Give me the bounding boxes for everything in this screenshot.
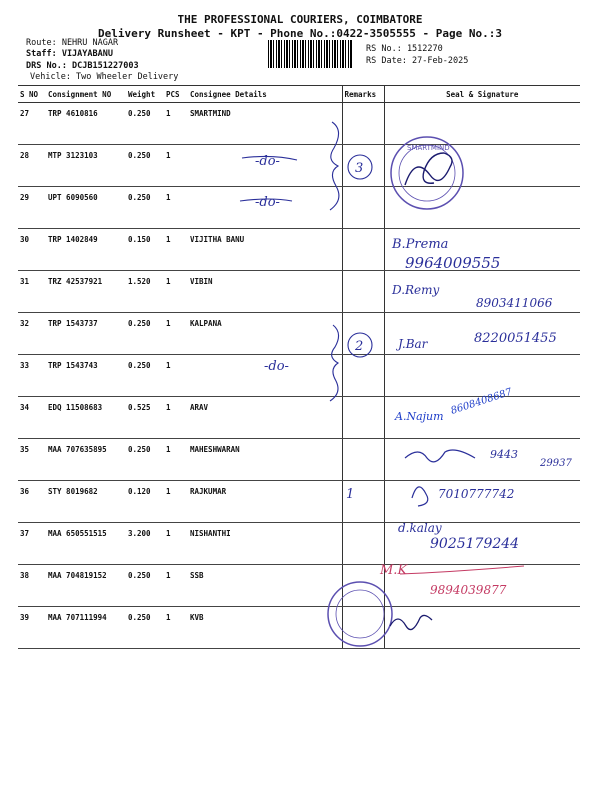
col-seal-signature: Seal & Signature bbox=[384, 86, 580, 103]
cell-remarks bbox=[342, 607, 384, 649]
cell-signature bbox=[384, 481, 580, 523]
signature-31: D.Remy bbox=[392, 283, 440, 297]
table-row bbox=[18, 313, 580, 355]
cell-remarks bbox=[342, 313, 384, 355]
table-row bbox=[18, 271, 580, 313]
rs-no-label: RS No.: 1512270 bbox=[366, 44, 443, 54]
ditto-mark-28: -do- bbox=[255, 154, 280, 169]
cell-consignee bbox=[188, 145, 342, 187]
table-row bbox=[18, 565, 580, 607]
table-row bbox=[18, 355, 580, 397]
cell-weight: 0.120 bbox=[126, 481, 164, 523]
staff-label: Staff: VIJAYABANU bbox=[26, 49, 113, 59]
cell-weight: 3.200 bbox=[126, 523, 164, 565]
cell-pcs: 1 bbox=[164, 565, 188, 607]
cell-pcs: 1 bbox=[164, 355, 188, 397]
signature-33: J.Bar bbox=[398, 337, 428, 351]
cell-consignment: TRP 1543737 bbox=[46, 313, 126, 355]
cell-consignment: TRZ 42537921 bbox=[46, 271, 126, 313]
table-row bbox=[18, 397, 580, 439]
phone-30: 9964009555 bbox=[405, 254, 501, 272]
cell-weight: 0.250 bbox=[126, 313, 164, 355]
cell-consignee: KALPANA bbox=[188, 313, 342, 355]
cell-pcs: 1 bbox=[164, 145, 188, 187]
cell-sno: 39 bbox=[18, 607, 46, 649]
cell-weight: 0.250 bbox=[126, 355, 164, 397]
cell-consignee: ARAV bbox=[188, 397, 342, 439]
cell-weight: 0.250 bbox=[126, 187, 164, 229]
cell-consignment: MAA 707111994 bbox=[46, 607, 126, 649]
cell-weight: 0.150 bbox=[126, 229, 164, 271]
cell-sno: 34 bbox=[18, 397, 46, 439]
cell-pcs: 1 bbox=[164, 103, 188, 145]
cell-consignee: VIJITHA BANU bbox=[188, 229, 342, 271]
cell-sno: 35 bbox=[18, 439, 46, 481]
phone-33: 8220051455 bbox=[474, 331, 557, 346]
cell-consignment: MAA 707635895 bbox=[46, 439, 126, 481]
cell-consignment: MAA 704819152 bbox=[46, 565, 126, 607]
phone-36: 7010777742 bbox=[438, 487, 515, 501]
cell-consignee: SMARTMIND bbox=[188, 103, 342, 145]
cell-signature bbox=[384, 103, 580, 145]
cell-remarks bbox=[342, 355, 384, 397]
cell-pcs: 1 bbox=[164, 397, 188, 439]
cell-signature bbox=[384, 523, 580, 565]
cell-signature bbox=[384, 439, 580, 481]
cell-pcs: 1 bbox=[164, 229, 188, 271]
cell-consignment: UPT 6090560 bbox=[46, 187, 126, 229]
cell-pcs: 1 bbox=[164, 439, 188, 481]
col-sno: S NO bbox=[18, 86, 46, 103]
cell-remarks bbox=[342, 271, 384, 313]
col-consignee: Consignee Details bbox=[188, 86, 342, 103]
rs-date-label: RS Date: 27-Feb-2025 bbox=[366, 56, 469, 66]
cell-remarks bbox=[342, 439, 384, 481]
phone-35: 9443 bbox=[490, 448, 518, 461]
cell-remarks bbox=[342, 565, 384, 607]
company-title: THE PROFESSIONAL COURIERS, COIMBATORE bbox=[177, 13, 423, 26]
table-row bbox=[18, 439, 580, 481]
table-row bbox=[18, 187, 580, 229]
cell-consignee: VIBIN bbox=[188, 271, 342, 313]
cell-remarks bbox=[342, 145, 384, 187]
cell-signature bbox=[384, 229, 580, 271]
cell-consignment: MTP 3123103 bbox=[46, 145, 126, 187]
cell-pcs: 1 bbox=[164, 271, 188, 313]
cell-sno: 37 bbox=[18, 523, 46, 565]
col-remarks: Remarks bbox=[342, 86, 384, 103]
col-weight: Weight bbox=[126, 86, 164, 103]
phone-37: 9025179244 bbox=[430, 536, 520, 552]
cell-weight: 0.250 bbox=[126, 565, 164, 607]
cell-weight: 0.525 bbox=[126, 397, 164, 439]
col-consignment: Consignment NO bbox=[46, 86, 126, 103]
cell-remarks bbox=[342, 481, 384, 523]
route-label: Route: NEHRU NAGAR bbox=[26, 38, 119, 48]
cell-sno: 29 bbox=[18, 187, 46, 229]
cell-consignee: NISHANTHI bbox=[188, 523, 342, 565]
cell-sno: 27 bbox=[18, 103, 46, 145]
table-row bbox=[18, 607, 580, 649]
remark-36: 1 bbox=[346, 487, 355, 502]
cell-weight: 0.250 bbox=[126, 145, 164, 187]
cell-signature bbox=[384, 145, 580, 187]
cell-weight: 0.250 bbox=[126, 103, 164, 145]
signature-38: M.K bbox=[380, 563, 408, 578]
cell-weight: 0.250 bbox=[126, 439, 164, 481]
cell-signature bbox=[384, 565, 580, 607]
signature-34: A.Najum bbox=[395, 410, 444, 423]
signature-30: B.Prema bbox=[392, 237, 449, 252]
vehicle-label: Vehicle: Two Wheeler Delivery bbox=[30, 72, 179, 82]
cell-remarks bbox=[342, 523, 384, 565]
table-row bbox=[18, 103, 580, 145]
cell-pcs: 1 bbox=[164, 481, 188, 523]
cell-pcs: 1 bbox=[164, 607, 188, 649]
cell-consignee: MAHESHWARAN bbox=[188, 439, 342, 481]
cell-sno: 36 bbox=[18, 481, 46, 523]
cell-sno: 28 bbox=[18, 145, 46, 187]
phone-38: 9894039877 bbox=[430, 583, 507, 597]
cell-remarks bbox=[342, 397, 384, 439]
cell-weight: 1.520 bbox=[126, 271, 164, 313]
cell-consignee bbox=[188, 187, 342, 229]
cell-consignee bbox=[188, 355, 342, 397]
cell-consignment: TRP 4610816 bbox=[46, 103, 126, 145]
cell-consignment: TRP 1402849 bbox=[46, 229, 126, 271]
ditto-mark-29: -do- bbox=[255, 195, 280, 210]
table-row bbox=[18, 481, 580, 523]
cell-pcs: 1 bbox=[164, 187, 188, 229]
ditto-mark-33: -do- bbox=[264, 359, 289, 374]
cell-sno: 31 bbox=[18, 271, 46, 313]
cell-consignee: KVB bbox=[188, 607, 342, 649]
cell-signature bbox=[384, 397, 580, 439]
cell-consignee: RAJKUMAR bbox=[188, 481, 342, 523]
cell-consignment: MAA 650551515 bbox=[46, 523, 126, 565]
cell-signature bbox=[384, 313, 580, 355]
table-row bbox=[18, 523, 580, 565]
drs-label: DRS No.: DCJB151227003 bbox=[26, 61, 139, 71]
cell-consignment: EDQ 11508683 bbox=[46, 397, 126, 439]
circle-number-3: 3 bbox=[355, 161, 364, 176]
cell-consignment: TRP 1543743 bbox=[46, 355, 126, 397]
cell-sno: 33 bbox=[18, 355, 46, 397]
signature-37: d.kalay bbox=[398, 521, 442, 535]
barcode bbox=[268, 40, 352, 68]
cell-signature bbox=[384, 607, 580, 649]
table-header-row bbox=[18, 86, 580, 103]
runsheet-title: Delivery Runsheet - KPT - Phone No.:0422-3505555 - Page No.:3 bbox=[98, 27, 502, 40]
circle-number-2: 2 bbox=[355, 339, 364, 354]
cell-consignment: STY 8019682 bbox=[46, 481, 126, 523]
cell-remarks bbox=[342, 229, 384, 271]
cell-consignee: SSB bbox=[188, 565, 342, 607]
cell-pcs: 1 bbox=[164, 313, 188, 355]
phone-35b: 29937 bbox=[540, 458, 572, 469]
phone-31: 8903411066 bbox=[476, 296, 553, 310]
svg-text:SMARTMIND: SMARTMIND bbox=[407, 144, 450, 152]
table-row bbox=[18, 229, 580, 271]
runsheet-table bbox=[18, 85, 580, 649]
cell-sno: 32 bbox=[18, 313, 46, 355]
cell-signature bbox=[384, 187, 580, 229]
cell-signature bbox=[384, 271, 580, 313]
cell-sno: 38 bbox=[18, 565, 46, 607]
phone-34: 8608408687 bbox=[449, 386, 514, 417]
cell-signature bbox=[384, 355, 580, 397]
cell-remarks bbox=[342, 187, 384, 229]
cell-weight: 0.250 bbox=[126, 607, 164, 649]
cell-sno: 30 bbox=[18, 229, 46, 271]
cell-pcs: 1 bbox=[164, 523, 188, 565]
table-row bbox=[18, 145, 580, 187]
col-pcs: PCS bbox=[164, 86, 188, 103]
cell-remarks bbox=[342, 103, 384, 145]
